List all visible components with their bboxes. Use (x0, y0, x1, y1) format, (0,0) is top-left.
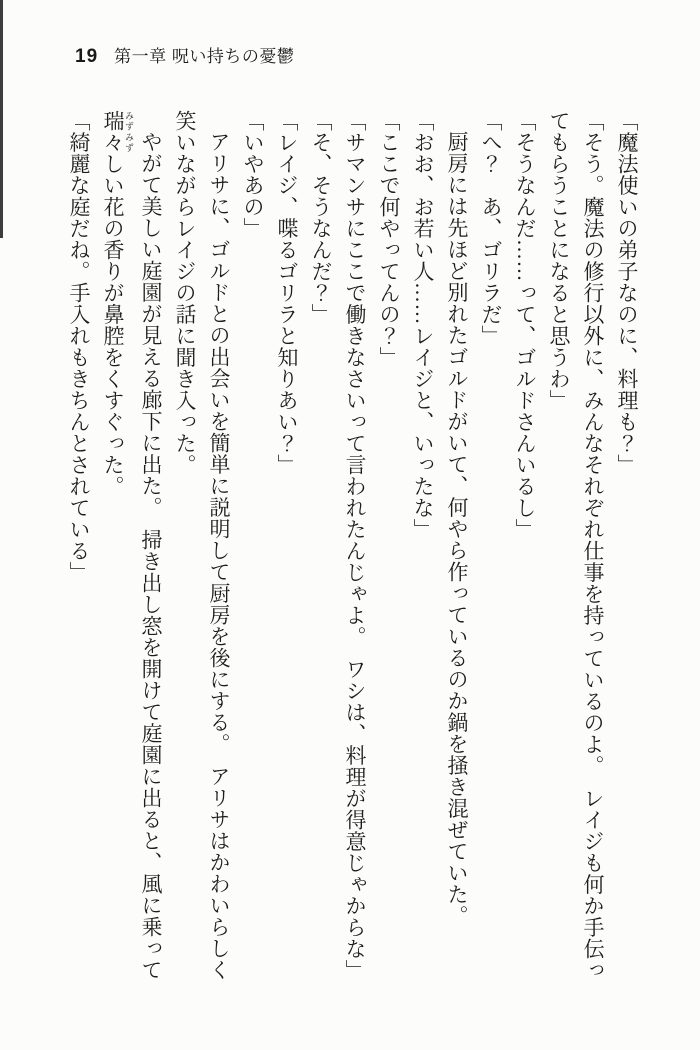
page-number: 19 (75, 46, 99, 67)
vertical-text-block (58, 110, 644, 1020)
text-column: 「いやあの」 (241, 110, 265, 239)
running-head (75, 42, 294, 68)
text-column: 瑞々 みずみずしい花の香りが鼻腔をくすぐった。 (101, 110, 134, 497)
text-column: アリサに、ゴルドとの出会いを簡単に説明して厨房を後にする。 アリサはかわいらしく (207, 131, 231, 981)
text-column: 厨房には先ほど別れたゴルドがいて、何やら作っているのか鍋を掻き混ぜていた。 (445, 131, 469, 927)
text-column: 「ここで何やってんの？」 (377, 110, 401, 368)
text-column: 「そうなんだ……って、ゴルドさんいるし」 (513, 110, 537, 540)
ruby-annotated-text: 瑞々 みずみず (101, 110, 134, 153)
text-column: 「そう。魔法の修行以外に、みんなそれぞれ仕事を持っているのよ。 レイジも何か手伝っ (581, 110, 605, 981)
text-column: 「綺麗な庭だね。手入れもきちんとされている」 (67, 110, 91, 583)
text-column: てもらうことになると思うわ」 (547, 110, 571, 411)
text-column: 「レイジ、喋るゴリラと知りあい？」 (275, 110, 299, 476)
text-column: 「サマンサにここで働きなさいって言われたんじゃよ。 ワシは、料理が得意じゃからな」 (343, 110, 367, 981)
chapter-title: 第一章 呪い持ちの憂鬱 (114, 47, 295, 66)
text-column: 「へ？ あ、ゴリラだ」 (479, 110, 503, 347)
text-column: 「魔法使いの弟子なのに、料理も？」 (615, 110, 639, 476)
text-column: やがて美しい庭園が見える廊下に出た。 掃き出し窓を開けて庭園に出ると、風に乗って (139, 131, 163, 981)
text-column: 笑いながらレイジの話に聞き入った。 (173, 110, 197, 476)
text-column: 「そ、そうなんだ？」 (309, 110, 333, 325)
text-column: 「おお、お若い人……レイジと、いったな」 (411, 110, 435, 540)
scan-edge-artifact (0, 0, 3, 238)
